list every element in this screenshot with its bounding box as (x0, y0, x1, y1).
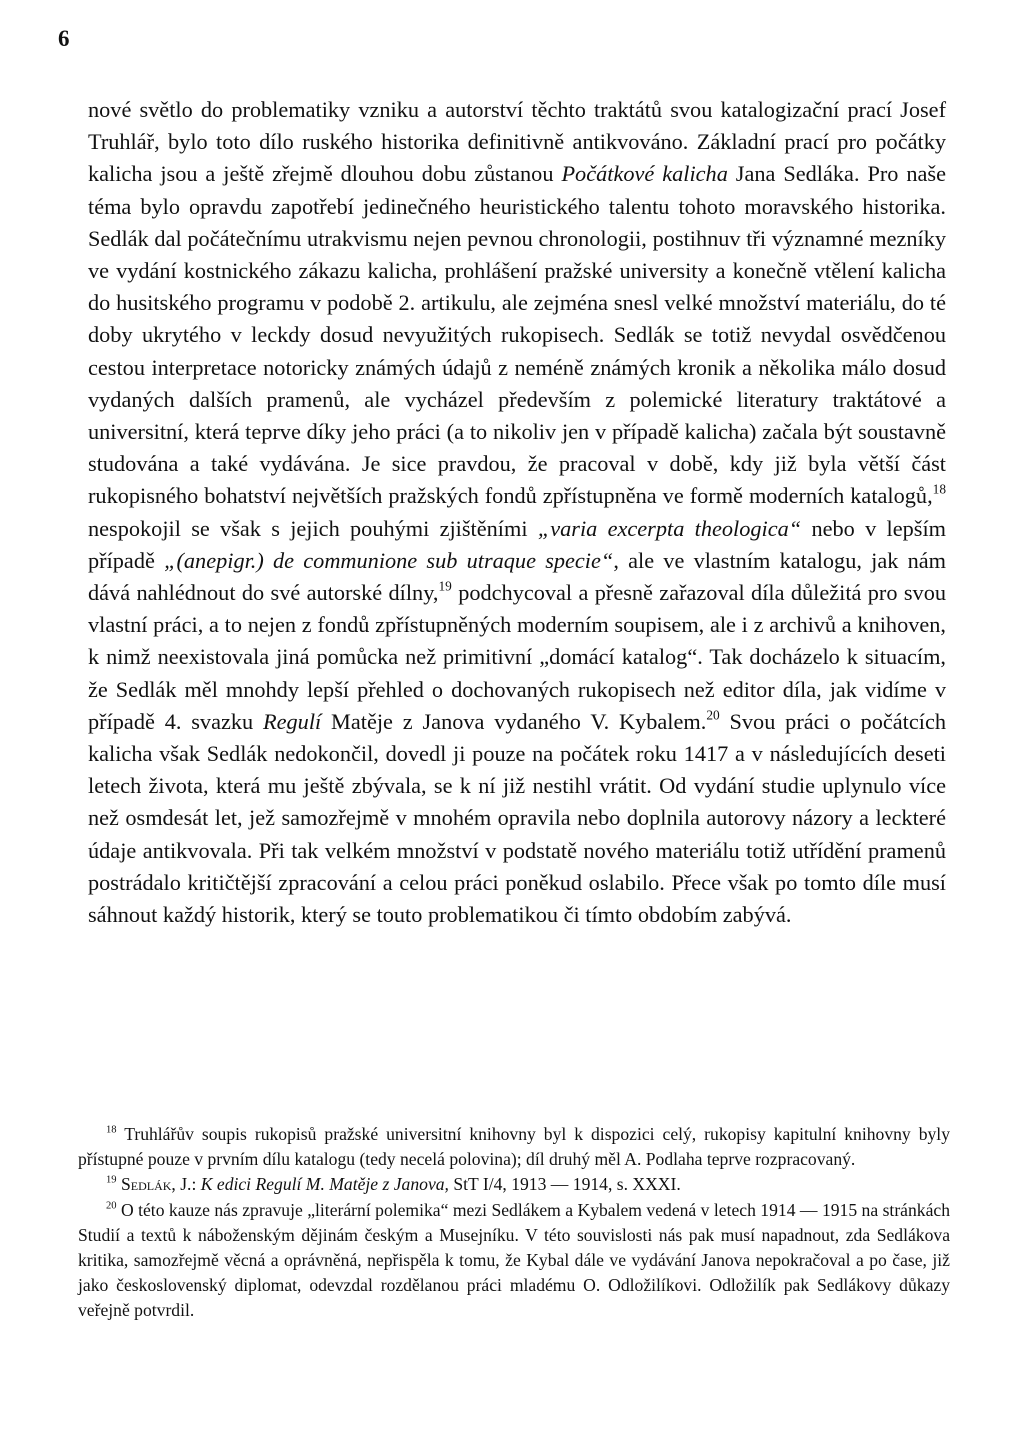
page-number: 6 (58, 26, 70, 51)
footnotes (78, 1122, 950, 1324)
body-paragraph: nové světlo do problematiky vzniku a autorství těchto traktátů svou katalogizační prací Josef Truhlář, bylo toto dílo ruského historika definitivně antikvováno. Základní prací pro počátky kalicha jsou a ještě zřejmě dlouhou dobu zůstanou Počátkové kalicha Jana Sedláka. Pro naše téma bylo opravdu zapotřebí jedinečného heuristického talentu tohoto moravského historika. Sedlák dal počátečnímu utrakvismu nejen pevnou chronologii, postihnuv tři významné mezníky ve vydání kostnického zákazu kalicha, prohlášení pražské university a konečně vtělení kalicha do husitského programu v podobě 2. artikulu, ale zejména snesl velké množství materiálu, do té doby ukrytého v leckdy dosud nevyužitých rukopisech. Sedlák se totiž nevydal osvědčenou cestou interpretace notoricky známých údajů z neméně známých kronik a několika málo dosud vydaných dalších pramenů, ale vycházel především z polemické literatury traktátové a universitní, která teprve díky jeho práci (a to nikoliv jen v případě kalicha) začala být soustavně studována a také vydávána. Je sice pravdou, že pracoval v době, kdy již byla větší část rukopisného bohatství největších pražských fondů zpřístupněna ve formě moderních katalogů,$^{18}$ nespokojil se však s jejich pouhými zjištěními „varia excerpta theologica“ nebo v lepším případě „(anepigr.) de communione sub utraque specie“, ale ve vlastním katalogu, jak nám dává nahlédnout do své autorské dílny,$^{19}$ podchycoval a přesně zařazoval díla důležitá pro svou vlastní práci, a to nejen z fondů zpřístupněných moderním soupisem, ale i z archivů a knihoven, k nimž neexistovala jiná pomůcka než primitivní „domácí katalog“. Tak docházelo k situacím, že Sedlák měl mnohdy lepší přehled o dochovaných rukopisech než editor díla, jak vidíme v případě 4. svazku Regulí Matěje z Janova vydaného V. Kybalem.$^{20}$ Svou práci o počátcích kalicha však Sedlák nedokončil, dovedl ji pouze na počátek roku 1417 a v následujících deseti letech života, která mu ještě zbývala, se k ní již nestihl vrátit. Od vydání studie uplynulo více než osmdesát let, jež samozřejmě v mnohém opravila nebo doplnila autorovy názory a leckteré údaje antikvovala. Při tak velkém množství v podstatě nového materiálu totiž utřídění pramenů postrádalo kritičtější zpracování a celou práci poněkud oslabilo. Přece však po tomto díle musí sáhnout každý historik, který se touto problematikou či tímto obdobím zabývá. (88, 97, 946, 928)
footnote-number: 18 (106, 1124, 117, 1136)
catalog-quote: „(anepigr.) de communione sub utraque specie“ (164, 547, 614, 573)
book-title: Počátkové kalicha (561, 161, 728, 187)
footnote-ref-18: 18 (932, 482, 946, 498)
catalog-quote: „varia excerpta theologica“ (537, 515, 802, 541)
author-name: Sedlák, J. (120, 1174, 192, 1195)
footnote-18: $^{18}$ Truhlářův soupis rukopisů pražské universitní knihovny byl k dispozici celý, rukopisy kapitulní knihovny byly přístupné pouze v prvním dílu katalogu (tedy necelá polovina); díl druhý měl A. Podlaha teprve rozpracovaný. (78, 1124, 950, 1170)
footnote-20: $^{20}$ O této kauze nás zpravuje „literární polemika“ mezi Sedlákem a Kybalem vedená v letech 1914 — 1915 na stránkách Studií a textů k náboženským dějinám českým a Musejníku. V této souvislosti nás pak musí napadnout, zda Sedlákova kritika, samozřejmě věcná a oprávněná, nepřispěla k tomu, že Kybal dále ve vydávání Janova nepokračoval a po čase, již jako československý diplomat, odevzdal rozdělanou práci mladému O. Odložilíkovi. Odložilík pak Sedlákovy důkazy veřejně potvrdil. (78, 1199, 950, 1321)
body-text (88, 94, 946, 931)
footnote-ref-20: 20 (706, 707, 720, 723)
book-title: Regulí (263, 708, 322, 734)
footnote-number: 20 (106, 1200, 117, 1212)
footnote-19: $^{19}$ Sedlák, J.: K edici Regulí M. Matěje z Janova, StT I/4, 1913 — 1914, s. XXXI. (106, 1174, 681, 1195)
footnote-ref-19: 19 (438, 578, 452, 594)
footnote-number: 19 (106, 1175, 117, 1187)
article-title: K edici Regulí M. Matěje z Janova, (200, 1174, 449, 1195)
